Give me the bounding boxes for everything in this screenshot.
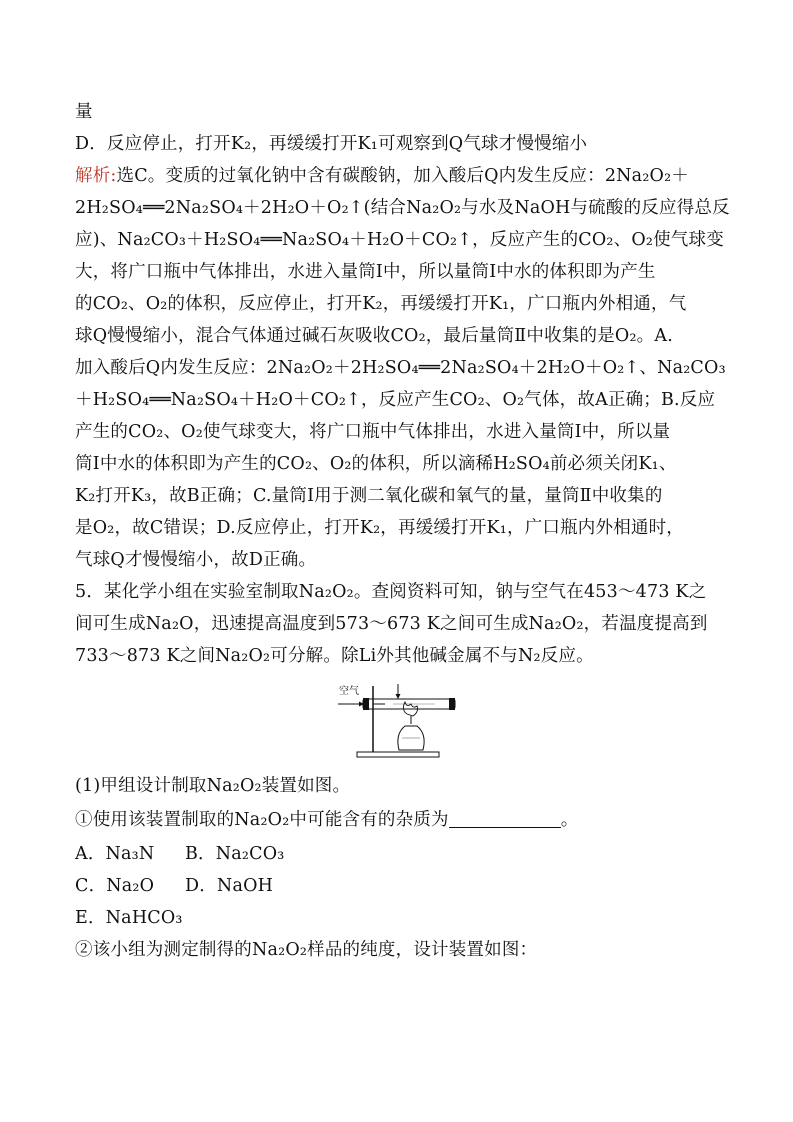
text-line: 筒Ⅰ中水的体积即为产生的CO₂、O₂的体积，所以滴稀H₂SO₄前必须关闭K₁、 xyxy=(75,454,677,474)
text-line: 球Q慢慢缩小，混合气体通过碱石灰吸收CO₂，最后量筒Ⅱ中收集的是O₂。A. xyxy=(75,326,673,346)
options-row-1 xyxy=(75,841,725,867)
question-1a-end: 。 xyxy=(560,810,579,830)
text-line: 产生的CO₂、O₂使气球变大，将广口瓶中气体排出，水进入量筒Ⅰ中，所以量 xyxy=(75,422,671,442)
analysis-line xyxy=(75,163,725,189)
text-line: 是O₂，故C错误；D.反应停止，打开K₂，再缓缓打开K₁，广口瓶内外相通时， xyxy=(75,518,684,538)
question-1a xyxy=(75,807,725,833)
question-1b: ②该小组为测定制得的Na₂O₂样品的纯度，设计装置如图： xyxy=(75,940,538,960)
text-line: ＋H₂SO₄══Na₂SO₄＋H₂O＋CO₂↑，反应产生CO₂、O₂气体，故A正确；B.反应 xyxy=(75,390,716,410)
text-line: 量 xyxy=(75,102,93,122)
text-line: 733～873 K之间Na₂O₂可分解。除Li外其他碱金属不与N₂反应。 xyxy=(75,646,594,666)
question-1: (1)甲组设计制取Na₂O₂装置如图。 xyxy=(75,776,351,796)
option-a: A．Na₃N xyxy=(75,844,155,864)
option-c: C．Na₂O xyxy=(75,876,155,896)
figure-air-label: 空气 xyxy=(339,686,359,697)
text-line: 的CO₂、O₂的体积，反应停止，打开K₂，再缓缓打开K₁，广口瓶内外相通，气 xyxy=(75,294,687,314)
text-line: 气球Q才慢慢缩小，故D正确。 xyxy=(75,550,317,570)
question-1a-text: ①使用该装置制取的Na₂O₂中可能含有的杂质为 xyxy=(75,810,449,830)
options-row-2 xyxy=(75,873,725,899)
text-line: 2H₂SO₄══2Na₂SO₄＋2H₂O＋O₂↑(结合Na₂O₂与水及NaOH与硫酸的反应得总反 xyxy=(75,198,730,218)
option-d: D．反应停止，打开K₂，再缓缓打开K₁可观察到Q气球才慢慢缩小 xyxy=(75,134,588,154)
text-line: 间可生成Na₂O，迅速提高温度到573～673 K之间可生成Na₂O₂，若温度提高到 xyxy=(75,614,708,634)
option-d-choice: D．NaOH xyxy=(185,876,274,896)
option-e: E．NaHCO₃ xyxy=(75,908,183,928)
analysis-label: 解析: xyxy=(75,166,117,186)
text-line: 应)、Na₂CO₃＋H₂SO₄══Na₂SO₄＋H₂O＋CO₂↑，反应产生的CO₂、O₂使气球变 xyxy=(75,230,724,250)
text-line: K₂打开K₃，故B正确；C.量筒Ⅰ用于测二氧化碳和氧气的量，量筒Ⅱ中收集的 xyxy=(75,486,663,506)
text-line: 大，将广口瓶中气体排出，水进入量筒Ⅰ中，所以量筒Ⅰ中水的体积即为产生 xyxy=(75,262,656,282)
text-line: 加入酸后Q内发生反应：2Na₂O₂＋2H₂SO₄══2Na₂SO₄＋2H₂O＋O₂↑、Na₂CO₃ xyxy=(75,358,726,378)
apparatus-figure xyxy=(335,682,465,760)
question-5: 5．某化学小组在实验室制取Na₂O₂。查阅资料可知，钠与空气在453～473 K之 xyxy=(75,582,707,602)
analysis-text: 选C。变质的过氧化钠中含有碳酸钠，加入酸后Q内发生反应：2Na₂O₂＋ xyxy=(116,166,689,186)
answer-blank[interactable] xyxy=(449,809,561,828)
option-b: B．Na₂CO₃ xyxy=(185,844,285,864)
